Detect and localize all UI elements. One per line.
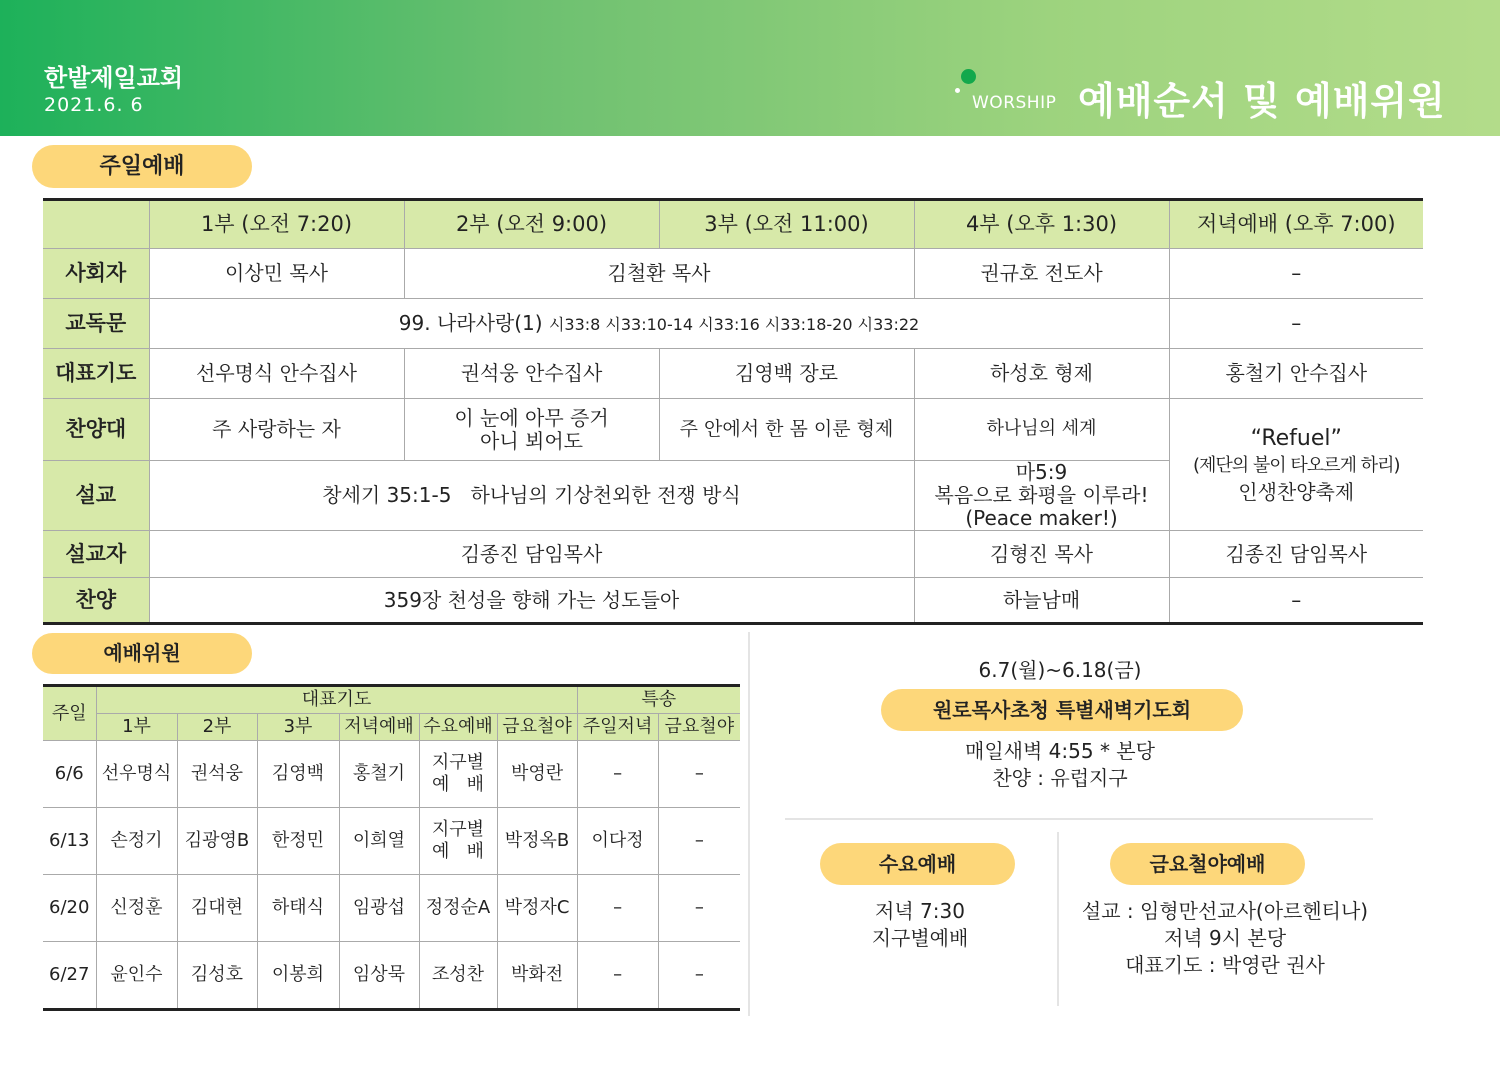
sermon-service-4-line1: 마5:9	[1015, 460, 1068, 484]
table-row	[43, 531, 1423, 578]
committee-label: 예배위원	[32, 633, 252, 674]
inner-divider	[1057, 832, 1059, 1006]
cell-wednesday-line1: 지구별	[431, 819, 485, 841]
sermon-service-4	[914, 461, 1169, 531]
choir-service-4: 하나님의 세계	[914, 399, 1169, 461]
cell-evening: 임상묵	[339, 942, 419, 1010]
small-dot-icon	[955, 88, 960, 93]
cell-friday: 박정자C	[497, 875, 577, 942]
vertical-divider	[748, 632, 750, 1016]
subhead-friday-special: 금요철야	[658, 714, 740, 741]
sunday-worship-label: 주일예배	[32, 145, 252, 188]
sunday-worship-table	[43, 198, 1423, 625]
prayer-evening: 홍철기 안수집사	[1169, 349, 1423, 399]
subhead-sunday-evening: 주일저녁	[577, 714, 658, 741]
cell-wednesday	[419, 808, 497, 875]
cell-friday-special: –	[658, 808, 740, 875]
table-row	[43, 349, 1423, 399]
evening-special-cell	[1169, 399, 1423, 531]
cell-friday-special: –	[658, 741, 740, 808]
table-row	[43, 942, 740, 1010]
preacher-evening: 김종진 담임목사	[1169, 531, 1423, 578]
cell-service-2: 김대현	[177, 875, 257, 942]
cell-service-1: 선우명식	[96, 741, 177, 808]
cell-service-3: 하태식	[257, 875, 339, 942]
cell-sunday-evening-special: –	[577, 875, 658, 942]
cell-service-1: 신정훈	[96, 875, 177, 942]
col-service-4: 4부 (오후 1:30)	[914, 200, 1169, 249]
cell-service-3: 한정민	[257, 808, 339, 875]
committee-header-row	[43, 686, 740, 714]
worship-label: WORSHIP	[972, 93, 1057, 113]
committee-subheader-row	[43, 714, 740, 741]
church-name: 한밭제일교회	[44, 64, 184, 92]
accent-dot-icon	[961, 69, 976, 84]
cell-service-3: 김영백	[257, 741, 339, 808]
friday-preacher: 설교 : 임형만선교사(아르헨티나)	[1081, 899, 1369, 923]
cell-friday: 박영란	[497, 741, 577, 808]
cell-service-2: 김광영B	[177, 808, 257, 875]
cell-evening: 홍철기	[339, 741, 419, 808]
subhead-service-2: 2부	[177, 714, 257, 741]
dawn-prayer-label: 원로목사초청 특별새벽기도회	[881, 689, 1243, 731]
table-row	[43, 578, 1423, 624]
wednesday-time: 저녁 7:30	[875, 899, 965, 923]
cell-evening: 이희열	[339, 808, 419, 875]
host-evening: –	[1169, 249, 1423, 299]
sermon-service-4-line3: (Peace maker!)	[965, 506, 1118, 530]
evening-special-subtitle: (제단의 불이 타오르게 하리)	[1193, 454, 1400, 476]
subhead-evening: 저녁예배	[339, 714, 419, 741]
host-service-2-3: 김철환 목사	[404, 249, 914, 299]
host-service-4: 권규호 전도사	[914, 249, 1169, 299]
table-row	[43, 741, 740, 808]
reading-cell	[149, 299, 1169, 349]
page-title: 예배순서 및 예배위원	[1078, 79, 1446, 123]
cell-service-1: 윤인수	[96, 942, 177, 1010]
table-row	[43, 399, 1423, 461]
col-service-1: 1부 (오전 7:20)	[149, 200, 404, 249]
col-service-3: 3부 (오전 11:00)	[659, 200, 914, 249]
reading-references: 시33:8 시33:10-14 시33:16 시33:18-20 시33:22	[548, 315, 920, 334]
cell-friday: 박정옥B	[497, 808, 577, 875]
reading-title: 99. 나라사랑(1)	[398, 311, 543, 335]
host-service-1: 이상민 목사	[149, 249, 404, 299]
evening-special-title: “Refuel”	[1250, 425, 1342, 451]
sermon-service-4-line2: 복음으로 화평을 이루라!	[934, 483, 1149, 507]
cell-wednesday	[419, 741, 497, 808]
wednesday-type: 지구별예배	[871, 926, 969, 950]
head-special: 특송	[577, 686, 740, 714]
choir-service-1: 주 사랑하는 자	[149, 399, 404, 461]
row-label-choir: 찬양대	[43, 399, 149, 461]
row-label-hymn: 찬양	[43, 578, 149, 624]
prayer-service-1: 선우명식 안수집사	[149, 349, 404, 399]
subhead-service-3: 3부	[257, 714, 339, 741]
prayer-service-4: 하성호 형제	[914, 349, 1169, 399]
choir-service-2-line2: 아니 뵈어도	[480, 428, 583, 453]
row-label-host: 사회자	[43, 249, 149, 299]
hymn-main: 359장 천성을 향해 가는 성도들아	[149, 578, 914, 624]
committee-table	[43, 684, 740, 1011]
bulletin-date: 2021.6. 6	[44, 94, 144, 116]
subhead-wednesday: 수요예배	[419, 714, 497, 741]
preacher-service-4: 김형진 목사	[914, 531, 1169, 578]
head-prayer: 대표기도	[96, 686, 577, 714]
table-row	[43, 299, 1423, 349]
cell-sunday-evening-special: –	[577, 942, 658, 1010]
row-date: 6/6	[43, 741, 96, 808]
col-service-2: 2부 (오전 9:00)	[404, 200, 659, 249]
choir-service-3: 주 안에서 한 몸 이룬 형제	[659, 399, 914, 461]
cell-wednesday-line2: 예 배	[432, 774, 484, 795]
table-row	[43, 249, 1423, 299]
corner-cell	[43, 200, 149, 249]
friday-prayer: 대표기도 : 박영란 권사	[1125, 953, 1325, 977]
table-header-row	[43, 200, 1423, 249]
cell-friday-special: –	[658, 875, 740, 942]
cell-wednesday: 조성찬	[419, 942, 497, 1010]
prayer-service-3: 김영백 장로	[659, 349, 914, 399]
row-label-sermon: 설교	[43, 461, 149, 531]
wednesday-worship-label: 수요예배	[820, 843, 1015, 885]
col-service-evening: 저녁예배 (오후 7:00)	[1169, 200, 1423, 249]
cell-sunday-evening-special: –	[577, 741, 658, 808]
row-date: 6/27	[43, 942, 96, 1010]
cell-evening: 임광섭	[339, 875, 419, 942]
row-date: 6/13	[43, 808, 96, 875]
preacher-main: 김종진 담임목사	[149, 531, 914, 578]
cell-service-1: 손정기	[96, 808, 177, 875]
dawn-period: 6.7(월)~6.18(금)	[978, 658, 1142, 682]
evening-special-event: 인생찬양축제	[1238, 479, 1355, 504]
friday-worship-label: 금요철야예배	[1110, 843, 1305, 885]
row-date: 6/20	[43, 875, 96, 942]
prayer-service-2: 권석웅 안수집사	[404, 349, 659, 399]
cell-wednesday-line1: 지구별	[431, 752, 485, 774]
reading-evening: –	[1169, 299, 1423, 349]
cell-service-2: 권석웅	[177, 741, 257, 808]
cell-friday: 박화전	[497, 942, 577, 1010]
choir-service-2	[404, 399, 659, 461]
sermon-main: 창세기 35:1-5 하나님의 기상천외한 전쟁 방식	[149, 461, 914, 531]
cell-wednesday-line2: 예 배	[432, 841, 484, 862]
hymn-evening: –	[1169, 578, 1423, 624]
row-label-reading: 교독문	[43, 299, 149, 349]
cell-friday-special: –	[658, 942, 740, 1010]
hymn-service-4: 하늘남매	[914, 578, 1169, 624]
cell-sunday-evening-special: 이다정	[577, 808, 658, 875]
head-sunday: 주일	[43, 686, 96, 741]
subhead-service-1: 1부	[96, 714, 177, 741]
table-row	[43, 875, 740, 942]
horizontal-divider	[785, 818, 1373, 820]
choir-service-2-line1: 이 눈에 아무 증거	[454, 405, 609, 430]
row-label-prayer: 대표기도	[43, 349, 149, 399]
cell-service-3: 이봉희	[257, 942, 339, 1010]
dawn-line-2: 찬양 : 유럽지구	[992, 766, 1128, 790]
dawn-line-1: 매일새벽 4:55 * 본당	[965, 739, 1155, 763]
friday-time: 저녁 9시 본당	[1163, 926, 1287, 950]
cell-service-2: 김성호	[177, 942, 257, 1010]
row-label-preacher: 설교자	[43, 531, 149, 578]
cell-wednesday: 정정순A	[419, 875, 497, 942]
subhead-friday: 금요철야	[497, 714, 577, 741]
table-row	[43, 808, 740, 875]
